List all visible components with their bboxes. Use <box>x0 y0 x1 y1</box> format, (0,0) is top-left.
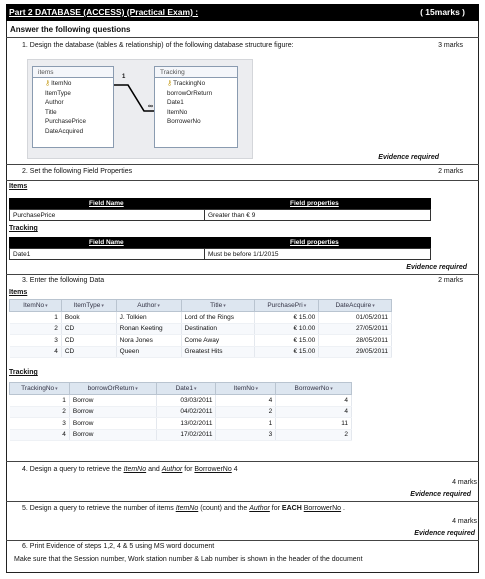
question-4-marks: 4 marks <box>452 479 477 486</box>
question-1-evidence: Evidence required <box>378 154 439 161</box>
tracking-field: ItemNo <box>167 108 188 116</box>
tracking-field-list <box>155 78 237 127</box>
datasheet-header-row <box>10 383 352 395</box>
question-3-text: 3. Enter the following Data <box>22 277 105 284</box>
section-title: Part 2 DATABASE (ACCESS) (Practical Exam) : <box>9 7 199 17</box>
items-table-box <box>32 66 114 148</box>
table-row[interactable]: 1 Book J. Tolkien Lord of the Rings € 15.00 01/05/2011 <box>10 312 392 324</box>
column-header[interactable]: Title▾ <box>181 300 255 312</box>
table-row[interactable]: 4 CD Queen Greatest Hits € 15.00 29/05/2011 <box>10 346 392 358</box>
tracking-field: borrowOrReturn <box>167 89 213 97</box>
items-field: Title <box>45 108 57 116</box>
items-field-key: ⚷ItemNo <box>45 80 72 87</box>
tracking-table-box <box>154 66 238 148</box>
divider <box>6 164 479 165</box>
column-header[interactable]: borrowOrReturn▾ <box>69 383 156 395</box>
question-5-text: 5. Design a query to retrieve the number of items ItemNo (count) and the Author for EACH BorrowerNo . <box>22 505 345 512</box>
question-5-marks: 4 marks <box>452 518 477 525</box>
question-6-text: 6. Print Evidence of steps 1,2, 4 & 5 using MS word document <box>22 543 215 550</box>
items-field: PurchasePrice <box>45 118 86 125</box>
field-name-header: Field Name <box>89 239 124 246</box>
column-header[interactable]: TrackingNo▾ <box>10 383 70 395</box>
tracking-datasheet <box>9 382 352 441</box>
dropdown-arrow-icon[interactable]: ▾ <box>303 303 307 309</box>
question-4-evidence: Evidence required <box>410 491 471 498</box>
divider <box>6 540 479 541</box>
items-field: Author <box>45 99 64 106</box>
props-items-header <box>9 198 431 209</box>
relationship-many-label: ∞ <box>148 103 153 110</box>
props-tracking-property: Must be before 1/1/2015 <box>204 248 431 260</box>
tracking-table-name: Tracking <box>155 67 237 78</box>
divider <box>6 501 479 502</box>
column-header[interactable]: Date1▾ <box>156 383 216 395</box>
field-ref: ItemNo <box>123 466 147 473</box>
props-tracking-label: Tracking <box>9 225 38 232</box>
dropdown-arrow-icon[interactable]: ▾ <box>55 386 58 392</box>
datasheet-header-row <box>10 300 392 312</box>
dropdown-arrow-icon[interactable]: ▾ <box>135 386 138 392</box>
items-field: ItemType <box>45 89 71 97</box>
props-tracking-field: Date1 <box>9 248 205 260</box>
props-items-property: Greater than € 9 <box>204 209 431 221</box>
field-ref: ItemNo <box>175 505 199 512</box>
column-header[interactable]: BorrowerNo▾ <box>276 383 352 395</box>
dropdown-arrow-icon[interactable]: ▾ <box>255 386 259 392</box>
primary-key-icon: ⚷ <box>45 80 51 87</box>
divider <box>6 274 479 275</box>
field-properties-header: Field properties <box>290 239 339 246</box>
column-header[interactable]: ItemType▾ <box>61 300 116 312</box>
field-ref: Author <box>161 466 183 473</box>
question-6-note: Make sure that the Session number, Work station number & Lab number is shown in the header of the document <box>14 556 363 563</box>
instruction-heading: Answer the following questions <box>10 25 131 34</box>
props-items-label: Items <box>9 183 28 190</box>
divider <box>6 461 479 462</box>
table-row[interactable]: 3 Borrow 13/02/2011 1 11 <box>10 418 352 430</box>
question-1-text: 1. Design the database (tables & relationship) of the following database structure figure: <box>22 42 294 49</box>
data-tracking-label: Tracking <box>9 369 38 376</box>
relationship-one-label: 1 <box>122 74 126 80</box>
column-header[interactable]: DateAcquire▾ <box>319 300 392 312</box>
field-properties-header: Field properties <box>290 200 339 207</box>
table-row[interactable]: 2 CD Ronan Keeting Destination € 10.00 27/05/2011 <box>10 323 392 335</box>
items-field-list <box>33 78 113 136</box>
tracking-field: Date1 <box>167 99 184 106</box>
question-2-marks: 2 marks <box>438 168 463 175</box>
dropdown-arrow-icon[interactable]: ▾ <box>330 386 333 392</box>
field-ref: BorrowerNo <box>194 466 232 473</box>
table-row[interactable]: 1 Borrow 03/03/2011 4 4 <box>10 395 352 407</box>
tracking-field-key: ⚷TrackingNo <box>167 80 206 87</box>
relationship-diagram <box>27 59 253 159</box>
question-5-evidence: Evidence required <box>414 530 475 537</box>
items-datasheet <box>9 299 392 358</box>
table-row[interactable]: 3 CD Nora Jones Come Away € 15.00 28/05/2011 <box>10 335 392 347</box>
field-ref: BorrowerNo <box>303 505 342 512</box>
props-tracking-header <box>9 237 431 248</box>
section-header <box>6 4 479 21</box>
question-2-text: 2. Set the following Field Properties <box>22 168 133 175</box>
question-1-marks: 3 marks <box>438 42 463 49</box>
dropdown-arrow-icon[interactable]: ▾ <box>45 303 48 309</box>
table-row[interactable]: 4 Borrow 17/02/2011 3 2 <box>10 429 352 441</box>
table-row[interactable]: 2 Borrow 04/02/2011 2 4 <box>10 406 352 418</box>
tracking-field: BorrowerNo <box>167 118 201 125</box>
items-table-name: items <box>33 67 113 78</box>
question-2-evidence: Evidence required <box>406 264 467 271</box>
dropdown-arrow-icon[interactable]: ▾ <box>157 303 160 309</box>
dropdown-arrow-icon[interactable]: ▾ <box>372 303 375 309</box>
column-header[interactable]: PurchasePri▾ <box>255 300 319 312</box>
field-ref: Author <box>249 505 270 512</box>
dropdown-arrow-icon[interactable]: ▾ <box>101 303 104 309</box>
question-4-text: 4. Design a query to retrieve the ItemNo and Author for BorrowerNo 4 <box>22 466 238 473</box>
items-field: DateAcquired <box>45 127 84 135</box>
divider <box>6 37 479 38</box>
dropdown-arrow-icon[interactable]: ▾ <box>193 386 197 392</box>
divider <box>6 180 479 181</box>
column-header[interactable]: Author▾ <box>116 300 181 312</box>
props-items-field: PurchasePrice <box>9 209 205 221</box>
column-header[interactable]: ItemNo▾ <box>216 383 276 395</box>
question-3-marks: 2 marks <box>438 277 463 284</box>
field-name-header: Field Name <box>89 200 124 207</box>
column-header[interactable]: ItemNo▾ <box>10 300 62 312</box>
section-marks: ( 15marks ) <box>420 7 465 17</box>
data-items-label: Items <box>9 289 28 296</box>
primary-key-icon: ⚷ <box>167 80 173 87</box>
dropdown-arrow-icon[interactable]: ▾ <box>223 303 226 309</box>
